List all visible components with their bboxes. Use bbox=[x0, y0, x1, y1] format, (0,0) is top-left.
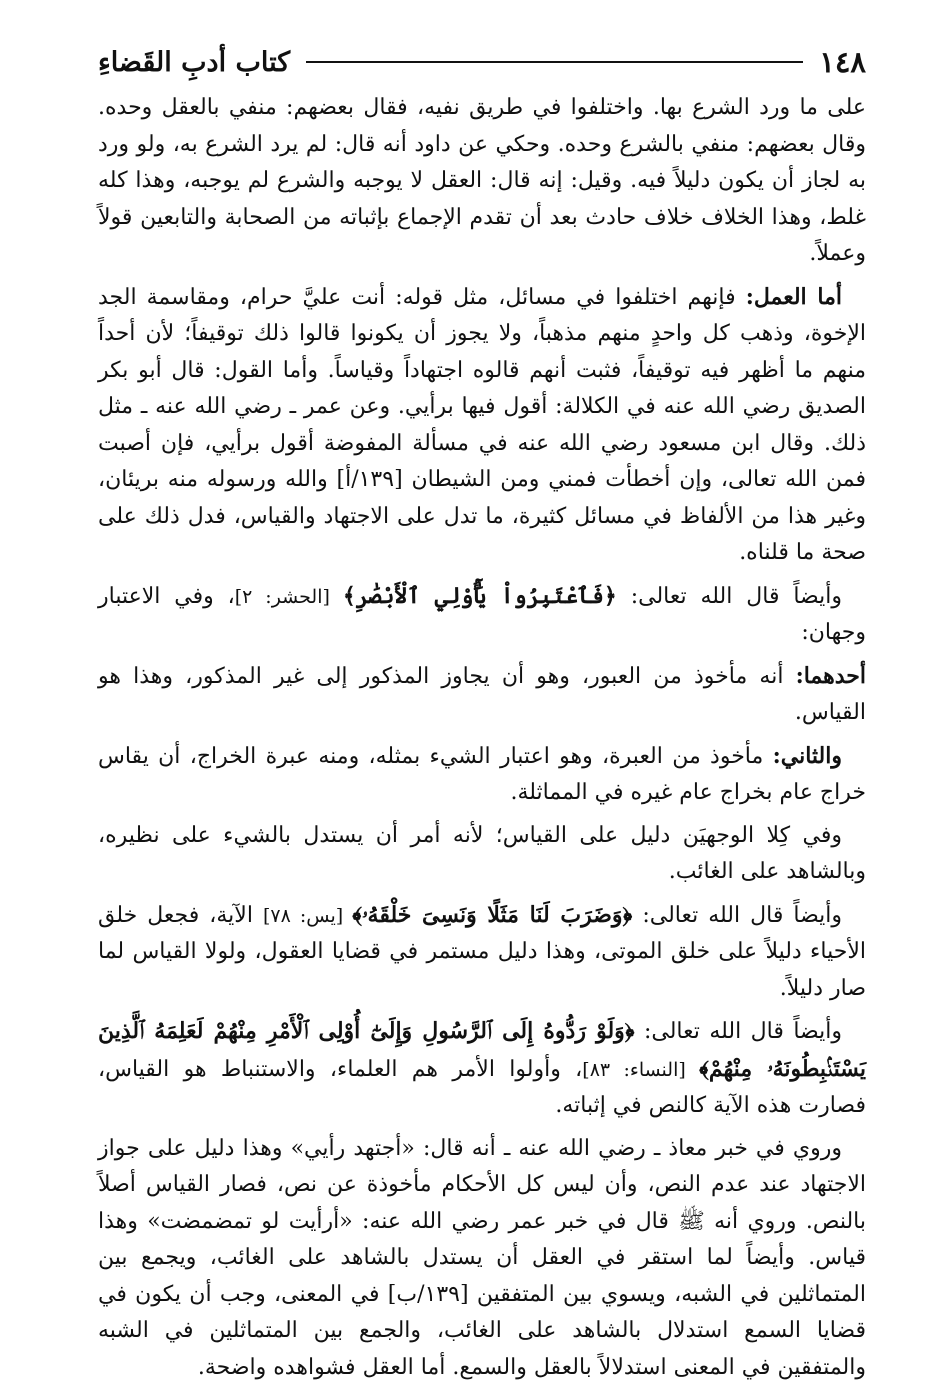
paragraph-6: وفي كِلا الوجهيَن دليل على القياس؛ لأنه أمر أن يستدل بالشيء على نظيره، وبالشاهد على الغائب. bbox=[98, 822, 866, 884]
quran-verse-1: ﴿فَٱعْتَبِرُواْ يَٰٓأُوْلِي ٱلْأَبْصَٰرِ﴾ bbox=[342, 582, 617, 609]
paragraph-2-lead: أما العمل: bbox=[745, 283, 842, 310]
paragraph-1: على ما ورد الشرع بها. واختلفوا في طريق نفيه، فقال بعضهم: منفي بالعقل وحده. وقال بعضهم: منفي بالشرع وحده. وحكي عن داود أنه قال: لم يرد الشرع به، ولو ورد به لجاز أن يكون دليلاً فيه. وقيل: إنه قال: العقل لا يوجبه والشرع لم يوجبه، وهذا كله غلط، وهذا الخلاف خلاف حادث بعد أن تقدم الإجماع بإثباته من الصحابة والتابعين قولاً وعملاً. bbox=[98, 95, 866, 266]
header-rule bbox=[306, 61, 803, 63]
paragraph-5 bbox=[98, 738, 866, 812]
paragraph-5-text: مأخوذ من العبرة، وهو اعتبار الشيء بمثله، ومنه عبرة الخراج، أن يقاس خراج عام بخراج عام غيره في المماثلة. bbox=[98, 743, 866, 805]
quran-verse-3: ﴿وَلَوْ رَدُّوهُ إِلَى ٱلرَّسُولِ وَإِلَىٰٓ أُوْلِى ٱلْأَمْرِ مِنْهُمْ لَعَلِمَهُ ٱلَّذِينَ يَسْتَنۢبِطُونَهُۥ مِنْهُمْ﴾ bbox=[98, 1018, 867, 1082]
paragraph-3 bbox=[98, 578, 866, 652]
running-title: كتاب أدبِ القَضاءِ bbox=[98, 46, 291, 78]
paragraph-8-pre: وأيضاً قال الله تعالى: bbox=[634, 1019, 842, 1044]
verse-ref-1: [الحشر: ٢] bbox=[234, 585, 343, 608]
verse-ref-3: [النساء: ٨٣] bbox=[582, 1058, 700, 1081]
paragraph-4 bbox=[98, 658, 866, 732]
paragraph-8-post: ، وأولوا الأمر هم العلماء، والاستنباط هو القياس، فصارت هذه الآية كالنص في إثباته. bbox=[98, 1056, 866, 1118]
paragraph-4-text: أنه مأخوذ من العبور، وهو أن يجاوز المذكور إلى غير المذكور، وهذا هو القياس. bbox=[98, 663, 866, 725]
paragraph-3-pre: وأيضاً قال الله تعالى: bbox=[616, 583, 842, 609]
paragraph-8 bbox=[98, 1013, 866, 1125]
quran-verse-2: ﴿وَضَرَبَ لَنَا مَثَلًا وَنَسِىَ خَلْقَهُۥ﴾ bbox=[352, 901, 633, 928]
paragraph-5-lead: والثاني: bbox=[772, 742, 842, 769]
paragraph-7-post: الآية، فجعل خلق الأحياء دليلاً على خلق الموتى، وهذا دليل مستمر في قضايا العقول، ولولا القياس لما صار دليلاً. bbox=[98, 902, 866, 1001]
paragraph-7-pre: وأيضاً قال الله تعالى: bbox=[632, 902, 843, 928]
paragraph-2-text: فإنهم اختلفوا في مسائل، مثل قوله: أنت عليَّ حرام، ومقاسمة الجد الإخوة، وذهب كل واحدٍ منهم مذهباً، ولا يجوز أن يكونوا قالوا ذلك توقيفاً؛ لأن أحداً منهم ما أظهر فيه توقيفاً، فثبت أنهم قالوه اجتهاداً وقياساً. وأما القول: قال أبو بكر الصديق رضي الله عنه في الكلالة: أقول فيها برأيي. وعن عمر ـ رضي الله عنه ـ مثل ذلك. وقال ابن مسعود رضي الله عنه في مسألة المفوضة أقول برأيي، فإن أصبت فمن الله تعالى، وإن أخطأت فمني ومن الشيطان [١٣٩/أ] والله ورسوله منه بريئان، وغير هذا من الألفاظ في مسائل كثيرة، ما تدل على الاجتهاد والقياس، فدل ذلك على صحة ما قلناه. bbox=[98, 284, 866, 565]
page-number: ١٤٨ bbox=[819, 45, 866, 79]
paragraph-3-post: ، وفي الاعتبار وجهان: bbox=[98, 583, 866, 645]
page-header bbox=[98, 42, 866, 82]
page-body bbox=[98, 90, 866, 1392]
paragraph-4-lead: أحدهما: bbox=[795, 662, 866, 689]
paragraph-9: وروي في خبر معاذ ـ رضي الله عنه ـ أنه قال: «أجتهد رأيي» وهذا دليل على جواز الاجتهاد عند عدم النص، وأن ليس كل الأحكام مأخوذة عن نص، فصار القياس أصلاً بالنص. وروي أنه ﷺ قال في خبر عمر رضي الله عنه: «أرأيت لو تمضمضت» وهذا قياس. وأيضاً لما استقر في العقل أن يستدل بالشاهد على الغائب، ويجمع بين المتماثلين في الشبه، ويسوي بين المتفقين [١٣٩/ب] في المعنى، وجب أن يكون في قضايا السمع استدلال بالشاهد على الغائب، والجمع بين المتماثلين في الشبه والمتفقين في المعنى استدلالاً بالعقل والسمع. أما العقل فشواهده واضحة. bbox=[98, 1135, 867, 1380]
paragraph-7 bbox=[98, 897, 866, 1008]
verse-ref-2: [يس: ٧٨] bbox=[262, 904, 353, 927]
paragraph-2 bbox=[98, 279, 866, 572]
